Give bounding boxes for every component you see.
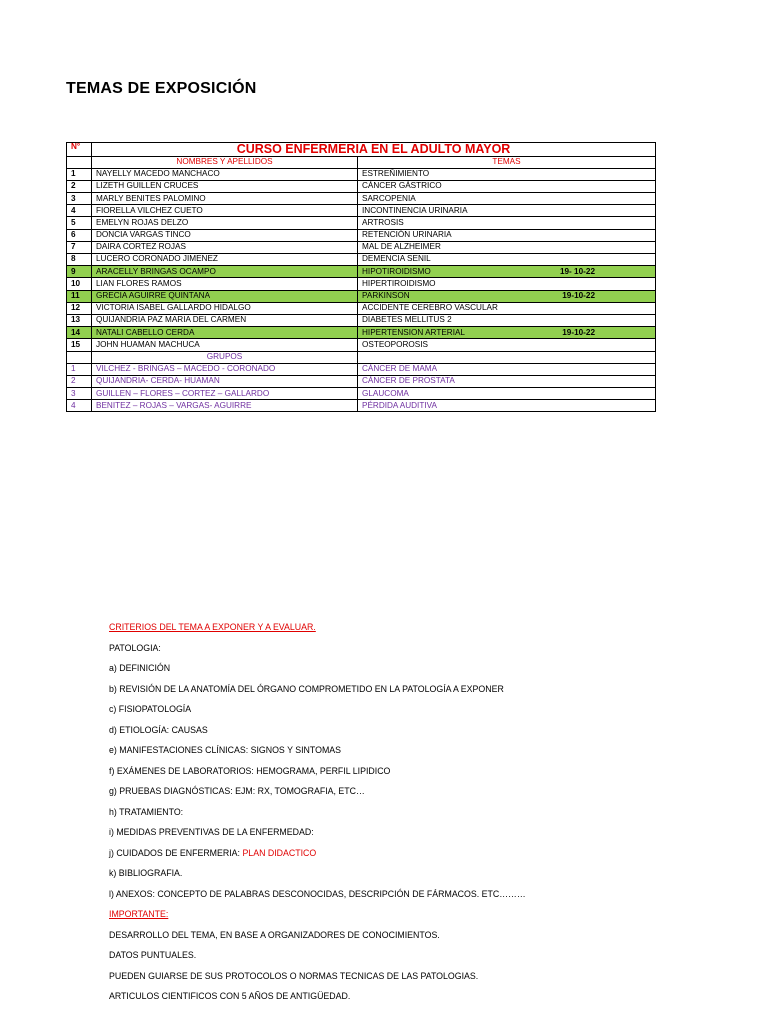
topic-label: HIPERTENSION ARTERIAL [362,327,465,337]
blank-cell [67,351,92,363]
topic-cell [358,266,656,278]
criteria-item: k) BIBLIOGRAFIA. [109,868,183,878]
student-name: LIZETH GUILLEN CRUCES [92,180,358,192]
important-note: PUEDEN GUIARSE DE SUS PROTOCOLOS O NORMAS TECNICAS DE LAS PATOLOGIAS. [109,970,479,981]
table-row [67,180,656,192]
topic-cell [358,290,656,302]
criteria-item: a) DEFINICIÓN [109,663,171,673]
table-row-highlighted [67,290,656,302]
topic-cell: ESTREÑIMIENTO [358,168,656,180]
student-name: EMELYN ROJAS DELZO [92,217,358,229]
row-number: 13 [67,314,92,326]
topic-cell: DIABETES MELLITUS 2 [358,314,656,326]
student-name: QUIJANDRIA PAZ MARIA DEL CARMEN [92,314,358,326]
important-note: DATOS PUNTUALES. [109,950,197,960]
student-name: VICTORIA ISABEL GALLARDO HIDALGO [92,302,358,314]
criteria-item [109,846,669,867]
column-header-row [67,156,656,168]
topic-label: HIPOTIROIDISMO [362,266,431,276]
criteria-item: i) MEDIDAS PREVENTIVAS DE LA ENFERMEDAD: [109,827,314,837]
student-name: MARLY BENITES PALOMINO [92,193,358,205]
table-row-highlighted [67,266,656,278]
topic-cell: RETENCIÓN URINARIA [358,229,656,241]
groups-header-row [67,351,656,363]
presentation-date: 19- 10-22 [559,266,596,276]
topic-cell: HIPERTIROIDISMO [358,278,656,290]
row-number: 6 [67,229,92,241]
table-row [67,205,656,217]
criteria-item: l) ANEXOS: CONCEPTO DE PALABRAS DESCONOCIDAS, DESCRIPCIÓN DE FÁRMACOS. ETC……… [109,888,526,899]
groups-header: GRUPOS [92,351,358,363]
group-topic: GLAUCOMA [358,388,656,400]
row-number: 5 [67,217,92,229]
blank-cell [358,351,656,363]
table-row [67,217,656,229]
topic-cell: CÁNCER GÁSTRICO [358,180,656,192]
important-note: ARTICULOS CIENTIFICOS CON 5 AÑOS DE ANTIGÜEDAD. [109,991,351,1001]
row-number: 12 [67,302,92,314]
table-row [67,241,656,253]
topic-label: PARKINSON [362,291,410,301]
row-number: 10 [67,278,92,290]
important-note: DESARROLLO DEL TEMA, EN BASE A ORGANIZADORES DE CONOCIMIENTOS. [109,929,440,940]
presentation-date: 19-10-22 [562,291,596,301]
group-number: 2 [67,375,92,387]
table-row [67,229,656,241]
row-number: 15 [67,339,92,351]
row-number: 3 [67,193,92,205]
topic-cell [358,327,656,339]
row-number: 4 [67,205,92,217]
group-row [67,375,656,387]
topic-cell: DEMENCIA SENIL [358,254,656,266]
names-column-header: NOMBRES Y APELLIDOS [92,156,358,168]
criteria-item: g) PRUEBAS DIAGNÓSTICAS: EJM: RX, TOMOGRAFIA, ETC… [109,786,365,796]
important-heading: IMPORTANTE: [109,909,169,919]
topic-cell: OSTEOPOROSIS [358,339,656,351]
group-members: BENITEZ – ROJAS – VARGAS- AGUIRRE [92,400,358,412]
topic-cell: MAL DE ALZHEIMER [358,241,656,253]
table-row [67,193,656,205]
student-name: GRECIA AGUIRRE QUINTANA [92,290,358,302]
table-row [67,302,656,314]
table-row [67,339,656,351]
row-number: 14 [67,327,92,339]
student-name: LIAN FLORES RAMOS [92,278,358,290]
group-row [67,400,656,412]
student-name: DAIRA CORTEZ ROJAS [92,241,358,253]
criteria-item: h) TRATAMIENTO: [109,806,184,817]
row-number: 8 [67,254,92,266]
criteria-item: e) MANIFESTACIONES CLÍNICAS: SIGNOS Y SINTOMAS [109,745,342,755]
student-name: JOHN HUAMAN MACHUCA [92,339,358,351]
criteria-item: f) EXÁMENES DE LABORATORIOS: HEMOGRAMA, PERFIL LIPIDICO [109,765,391,776]
student-name: NAYELLY MACEDO MANCHACO [92,168,358,180]
student-name: ARACELLY BRINGAS OCAMPO [92,266,358,278]
student-name: DONCIA VARGAS TINCO [92,229,358,241]
group-topic: CÁNCER DE PROSTATA [358,375,656,387]
table-row-highlighted [67,327,656,339]
student-name: LUCERO CORONADO JIMENEZ [92,254,358,266]
group-row [67,363,656,375]
group-topic: PÉRDIDA AUDITIVA [358,400,656,412]
group-members: VILCHEZ - BRINGAS – MACEDO - CORONADO [92,363,358,375]
group-members: GUILLEN – FLORES – CORTEZ – GALLARDO [92,388,358,400]
group-members: QUIJANDRIA- CERDA- HUAMAN [92,375,358,387]
student-name: FIORELLA VILCHEZ CUETO [92,205,358,217]
topic-cell: ACCIDENTE CEREBRO VASCULAR [358,302,656,314]
row-number: 9 [67,266,92,278]
row-number: 11 [67,290,92,302]
topic-cell: INCONTINENCIA URINARIA [358,205,656,217]
topic-cell: SARCOPENIA [358,193,656,205]
number-column-header: N° [67,143,92,157]
topic-cell: ARTROSIS [358,217,656,229]
table-row [67,254,656,266]
criteria-item: c) FISIOPATOLOGÍA [109,704,192,714]
criteria-item-text: j) CUIDADOS DE ENFERMERIA: [109,847,243,858]
course-title: CURSO ENFERMERIA EN EL ADULTO MAYOR [92,143,656,157]
topics-column-header: TEMAS [358,156,656,168]
group-number: 1 [67,363,92,375]
page-title: TEMAS DE EXPOSICIÓN [66,80,257,97]
group-number: 4 [67,400,92,412]
table-row [67,278,656,290]
criteria-section [109,620,669,1010]
plan-didactico-highlight: PLAN DIDACTICO [242,847,317,858]
table-row [67,314,656,326]
criteria-item: d) ETIOLOGÍA: CAUSAS [109,724,208,735]
row-number: 7 [67,241,92,253]
blank-cell [67,156,92,168]
group-topic: CÁNCER DE MAMA [358,363,656,375]
student-name: NATALI CABELLO CERDA [92,327,358,339]
group-number: 3 [67,388,92,400]
criteria-heading: CRITERIOS DEL TEMA A EXPONER Y A EVALUAR. [109,622,316,632]
criteria-item: b) REVISIÓN DE LA ANATOMÍA DEL ÓRGANO COMPROMETIDO EN LA PATOLOGÍA A EXPONER [109,683,504,694]
presentation-date: 19-10-22 [562,327,596,337]
group-row [67,388,656,400]
row-number: 1 [67,168,92,180]
course-header-row [67,143,656,157]
roster-table [66,142,656,412]
row-number: 2 [67,180,92,192]
patologia-label: PATOLOGIA: [109,642,161,653]
table-row [67,168,656,180]
